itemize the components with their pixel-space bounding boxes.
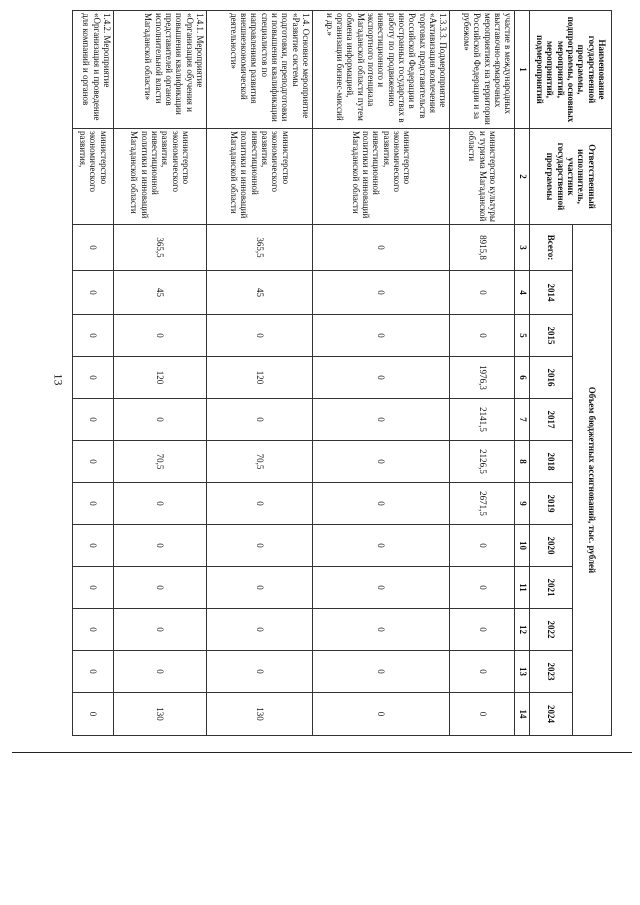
value-cell: 0 [114,315,207,357]
year-cell: 2020 [530,525,572,567]
value-cell: 0 [313,483,450,525]
year-cell: 2023 [530,651,572,693]
year-cell: Всего: [530,225,572,271]
value-cell: 0 [313,693,450,736]
value-cell: 0 [313,271,450,315]
value-cell: 0 [313,399,450,441]
header-budget: Объем бюджетных ассигнований, тыс. рублей [572,225,611,736]
value-cell: 45 [207,271,313,315]
column-number: 7 [515,399,530,441]
value-cell: 0 [450,271,515,315]
column-number: 8 [515,441,530,483]
column-number: 13 [515,651,530,693]
row-executor: министерство экономического развития, инвестиционной политики и инноваций Магаданской области [313,129,450,225]
value-cell: 0 [73,441,114,483]
column-number: 6 [515,357,530,399]
value-cell: 0 [207,609,313,651]
row-executor: министерство экономического развития, инвестиционной политики и инноваций Магаданской области [114,129,207,225]
row-executor: министерство экономического развития, инвестиционной политики и инноваций Магаданской области [207,129,313,225]
value-cell: 2126,5 [450,441,515,483]
value-cell: 0 [313,357,450,399]
value-cell: 0 [73,315,114,357]
value-cell: 2671,5 [450,483,515,525]
value-cell: 0 [207,399,313,441]
value-cell: 70,5 [207,441,313,483]
value-cell: 0 [73,567,114,609]
year-cell: 2015 [530,315,572,357]
value-cell: 0 [73,651,114,693]
budget-table-rotated [72,10,612,735]
column-number: 1 [515,11,530,129]
value-cell: 365,5 [207,225,313,271]
table-row [73,11,114,736]
value-cell: 0 [450,693,515,736]
value-cell: 0 [114,483,207,525]
value-cell: 120 [114,357,207,399]
value-cell: 0 [73,357,114,399]
value-cell: 0 [450,315,515,357]
row-name: 1.4.1. Мероприятие «Организация обучения и повышения квалификации представителей органов исполнительной власти Магаданской области» [114,11,207,129]
value-cell: 2141,5 [450,399,515,441]
column-number: 14 [515,693,530,736]
value-cell: 0 [114,609,207,651]
year-cell: 2019 [530,483,572,525]
year-cell: 2024 [530,693,572,736]
value-cell: 45 [114,271,207,315]
year-cell: 2022 [530,609,572,651]
value-cell: 130 [114,693,207,736]
value-cell: 0 [73,399,114,441]
value-cell: 0 [114,651,207,693]
value-cell: 0 [73,693,114,736]
value-cell: 70,5 [114,441,207,483]
year-cell: 2016 [530,357,572,399]
value-cell: 0 [207,525,313,567]
row-executor: министерство культуры и туризма Магаданской области [450,129,515,225]
value-cell: 0 [313,225,450,271]
column-number: 3 [515,225,530,271]
value-cell: 0 [207,651,313,693]
value-cell: 0 [73,225,114,271]
header-executor: Ответственный исполнитель, участник государственной программы [530,129,612,225]
column-number: 10 [515,525,530,567]
year-cell: 2017 [530,399,572,441]
value-cell: 0 [313,651,450,693]
table-row [114,11,207,736]
year-cell: 2018 [530,441,572,483]
row-name: участие в международных выставочно-ярмарочных мероприятиях на территории Российской Федерации и за рубежом» [450,11,515,129]
value-cell: 0 [450,567,515,609]
value-cell: 0 [450,525,515,567]
row-executor: министерство экономического развития, [73,129,114,225]
value-cell: 0 [313,315,450,357]
value-cell: 365,5 [114,225,207,271]
row-name: 1.3.3.3. Подмероприятие «Активизация вовлечения торговых представительств Российской Федерации в иностранных государствах в работу по продвижению инвестиционного и экспортного потенциала Магаданской области путем обмена информацией, организации бизнес-миссий и др.» [313,11,450,129]
table-row [450,11,515,736]
column-number: 12 [515,609,530,651]
value-cell: 0 [207,567,313,609]
column-number: 5 [515,315,530,357]
column-number-row [515,11,530,736]
row-name: 1.4. Основное мероприятие «Развитие системы подготовки, переподготовки и повышения квалификации специалистов по направлениям развития внешнеэкономической деятельности» [207,11,313,129]
table-row [313,11,450,736]
header-name: Наименование государственной программы, подпрограммы, основных мероприятий, мероприятий, подмероприятий [530,11,612,129]
value-cell: 0 [313,441,450,483]
value-cell: 0 [207,315,313,357]
value-cell: 0 [313,525,450,567]
page-divider [12,752,632,753]
value-cell: 0 [450,609,515,651]
column-number: 2 [515,129,530,225]
value-cell: 0 [207,483,313,525]
value-cell: 0 [73,483,114,525]
value-cell: 0 [73,525,114,567]
value-cell: 1976,3 [450,357,515,399]
value-cell: 130 [207,693,313,736]
row-name: 1.4.2. Мероприятие «Организация и проведение для компаний и органов [73,11,114,129]
value-cell: 0 [73,609,114,651]
value-cell: 0 [114,567,207,609]
year-cell: 2014 [530,271,572,315]
year-cell: 2021 [530,567,572,609]
column-number: 9 [515,483,530,525]
column-number: 11 [515,567,530,609]
value-cell: 0 [450,651,515,693]
budget-table [72,10,612,736]
header-row-top [572,11,611,736]
value-cell: 0 [114,525,207,567]
value-cell: 120 [207,357,313,399]
value-cell: 0 [313,567,450,609]
value-cell: 0 [73,271,114,315]
column-number: 4 [515,271,530,315]
value-cell: 0 [313,609,450,651]
table-row [207,11,313,736]
page-number: 13 [51,373,66,386]
value-cell: 0 [114,399,207,441]
value-cell: 8915,8 [450,225,515,271]
